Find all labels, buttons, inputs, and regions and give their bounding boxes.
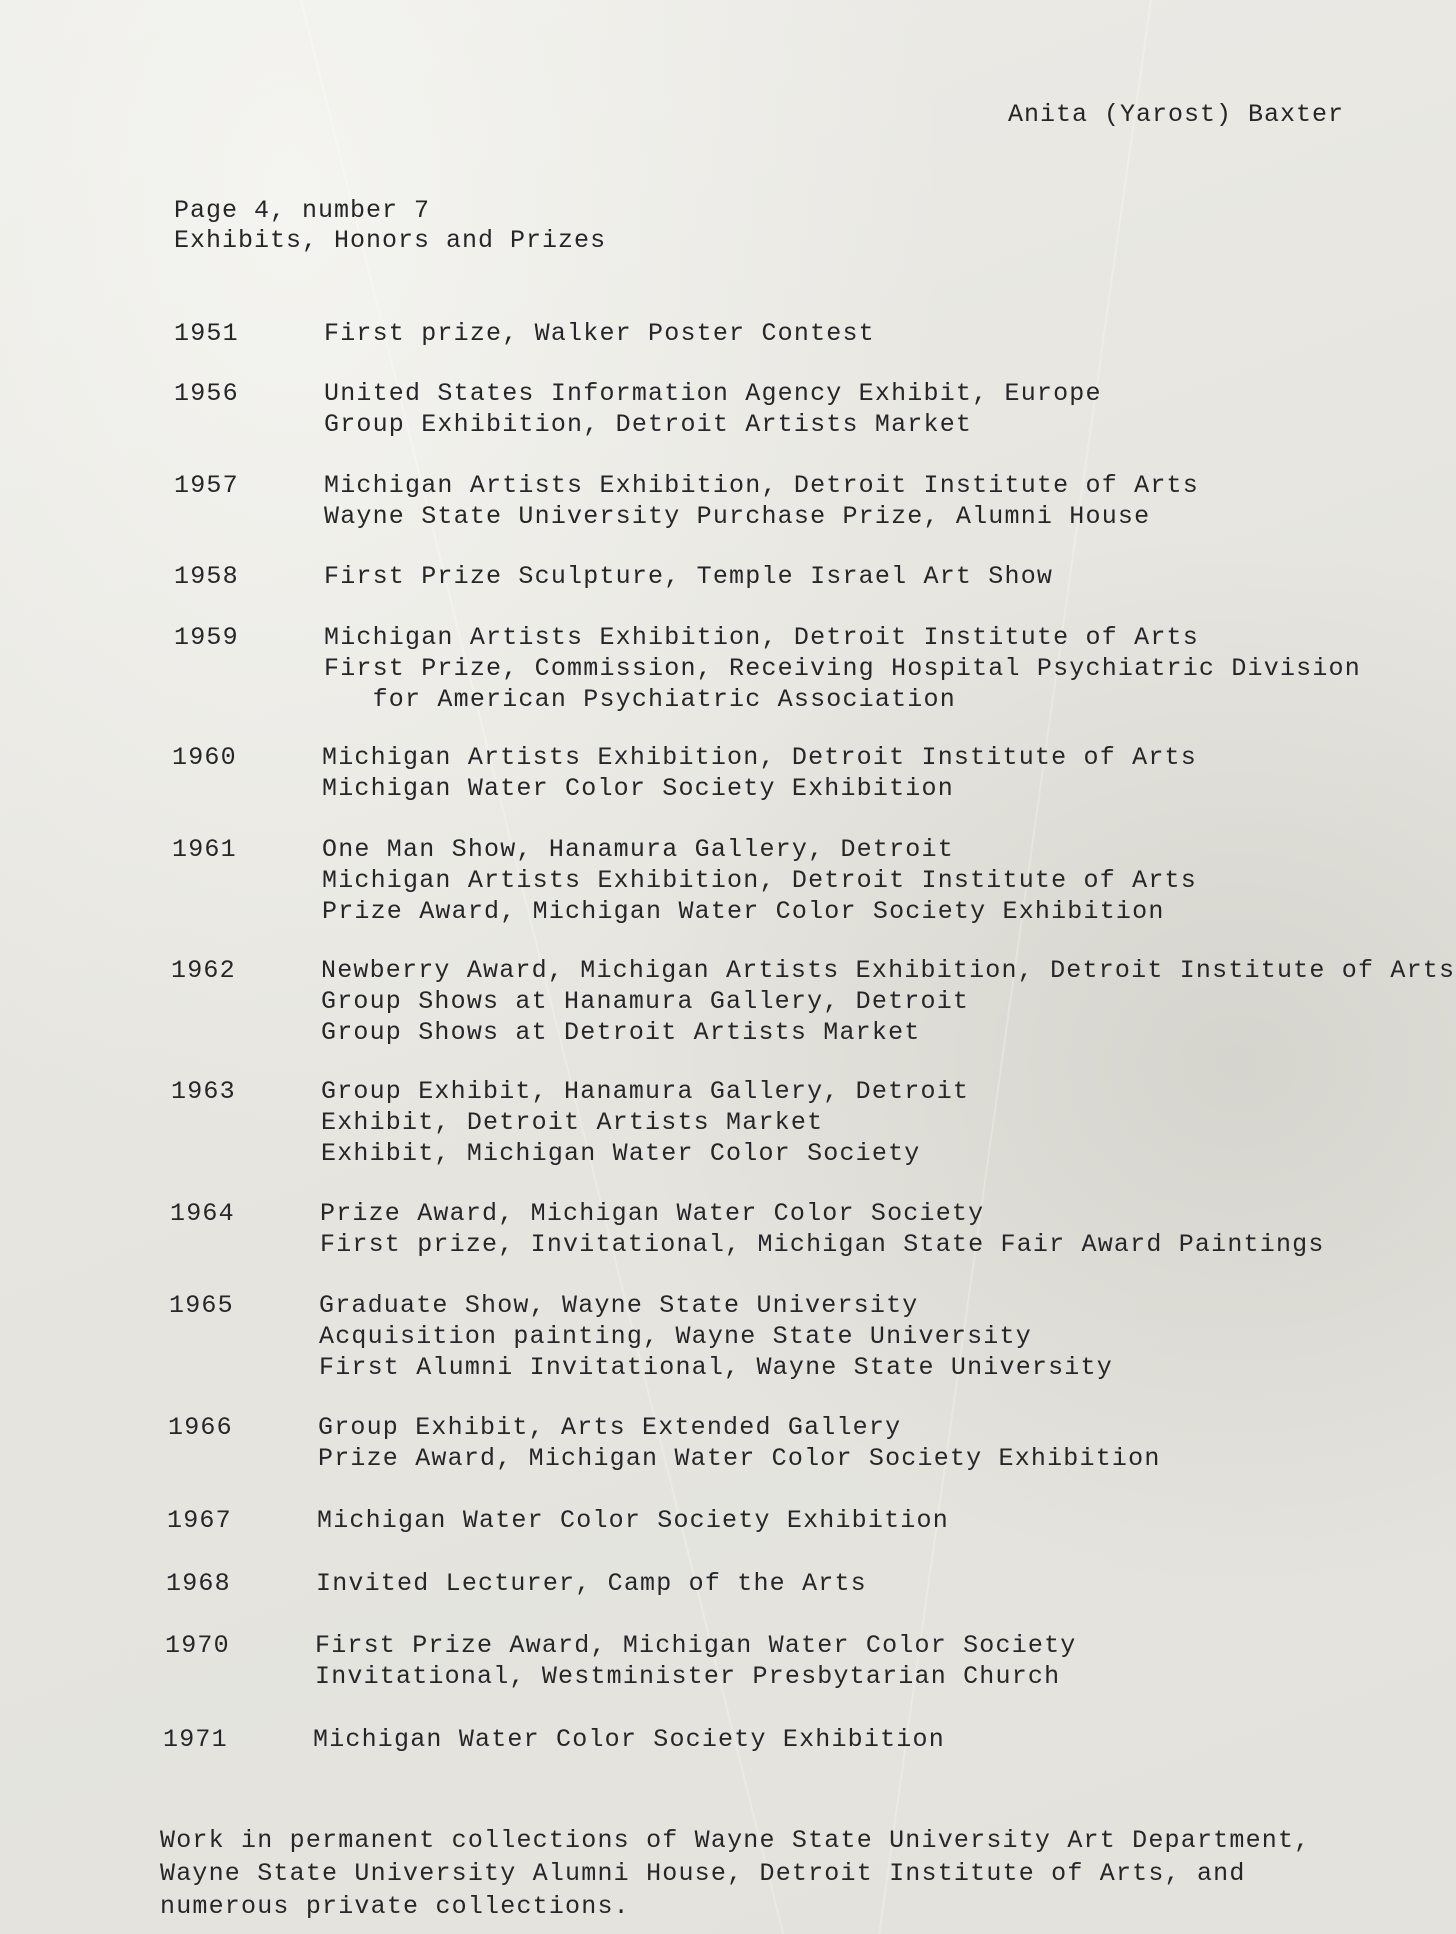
entry-line: One Man Show, Hanamura Gallery, Detroit: [322, 835, 954, 864]
entry-lines: [319, 1290, 1113, 1383]
entry-lines: [324, 378, 1102, 440]
entry-year: 1961: [172, 835, 237, 864]
entry-line: First Prize Sculpture, Temple Israel Art Show: [324, 562, 1054, 591]
entry-line: First Prize Award, Michigan Water Color Society: [315, 1631, 1077, 1660]
entry-line: Michigan Artists Exhibition, Detroit Institute of Arts: [322, 866, 1197, 895]
entry-lines: [315, 1630, 1077, 1692]
entry-lines: [322, 834, 1197, 927]
footer-line: numerous private collections.: [160, 1892, 630, 1921]
entry-year: 1956: [174, 379, 239, 408]
entry-line: Invitational, Westminister Presbytarian Church: [315, 1662, 1061, 1691]
entry-year: 1964: [170, 1199, 235, 1228]
entry-lines: [318, 1412, 1161, 1474]
entry-line: Group Exhibit, Arts Extended Gallery: [318, 1413, 902, 1442]
entry-line: Acquisition painting, Wayne State University: [319, 1322, 1032, 1351]
section-title: Exhibits, Honors and Prizes: [174, 226, 607, 255]
entry-lines: [324, 622, 1361, 715]
entry-line: United States Information Agency Exhibit, Europe: [324, 379, 1102, 408]
entry-lines: [317, 1505, 949, 1536]
entry-line: Michigan Water Color Society Exhibition: [322, 774, 954, 803]
entry-year: 1960: [172, 743, 237, 772]
entry-year: 1957: [174, 471, 239, 500]
footer-line: Wayne State University Alumni House, Detroit Institute of Arts, and: [160, 1859, 1246, 1888]
collections-note: [160, 1824, 1310, 1923]
section-heading: [174, 196, 606, 256]
entry-lines: [316, 1568, 867, 1599]
entry-line: for American Psychiatric Association: [324, 685, 956, 714]
author-name: Anita (Yarost) Baxter: [1008, 100, 1345, 129]
entry-lines: [321, 1076, 969, 1169]
entry-year: 1965: [169, 1291, 234, 1320]
entry-lines: [321, 955, 1455, 1048]
entry-year: 1966: [168, 1413, 233, 1442]
entry-line: Prize Award, Michigan Water Color Society Exhibition: [318, 1444, 1161, 1473]
entry-line: Newberry Award, Michigan Artists Exhibition, Detroit Institute of Arts: [321, 956, 1456, 985]
entry-line: Invited Lecturer, Camp of the Arts: [316, 1569, 867, 1598]
entry-line: First prize, Invitational, Michigan State Fair Award Paintings: [320, 1230, 1325, 1259]
entry-line: Group Shows at Hanamura Gallery, Detroit: [321, 987, 970, 1016]
entry-line: Michigan Artists Exhibition, Detroit Institute of Arts: [324, 623, 1199, 652]
entry-line: Exhibit, Detroit Artists Market: [321, 1108, 824, 1137]
entry-lines: [313, 1724, 945, 1755]
entry-year: 1958: [174, 562, 239, 591]
page-reference: Page 4, number 7: [174, 196, 431, 225]
entry-year: 1959: [174, 623, 239, 652]
entry-year: 1970: [165, 1631, 230, 1660]
entry-lines: [324, 318, 875, 349]
entry-year: 1951: [174, 319, 239, 348]
entry-lines: [324, 561, 1053, 592]
entry-line: First prize, Walker Poster Contest: [324, 319, 875, 348]
entry-year: 1967: [167, 1506, 232, 1535]
entry-line: Graduate Show, Wayne State University: [319, 1291, 919, 1320]
entry-lines: [324, 470, 1199, 532]
entry-line: Michigan Water Color Society Exhibition: [317, 1506, 949, 1535]
entry-line: Michigan Artists Exhibition, Detroit Institute of Arts: [324, 471, 1199, 500]
entry-lines: [320, 1198, 1325, 1260]
entry-line: Wayne State University Purchase Prize, Alumni House: [324, 502, 1151, 531]
entry-line: Michigan Water Color Society Exhibition: [313, 1725, 945, 1754]
entry-line: Prize Award, Michigan Water Color Society Exhibition: [322, 897, 1165, 926]
entry-year: 1962: [171, 956, 236, 985]
entry-line: Prize Award, Michigan Water Color Society: [320, 1199, 985, 1228]
entry-line: Exhibit, Michigan Water Color Society: [321, 1139, 921, 1168]
entry-lines: [322, 742, 1197, 804]
entry-line: Michigan Artists Exhibition, Detroit Institute of Arts: [322, 743, 1197, 772]
entry-line: Group Shows at Detroit Artists Market: [321, 1018, 921, 1047]
footer-line: Work in permanent collections of Wayne State University Art Department,: [160, 1826, 1311, 1855]
entry-line: Group Exhibition, Detroit Artists Market: [324, 410, 973, 439]
entry-year: 1968: [166, 1569, 231, 1598]
entry-year: 1971: [163, 1725, 228, 1754]
entry-year: 1963: [171, 1077, 236, 1106]
entry-line: First Alumni Invitational, Wayne State University: [319, 1353, 1113, 1382]
entry-line: Group Exhibit, Hanamura Gallery, Detroit: [321, 1077, 970, 1106]
entry-line: First Prize, Commission, Receiving Hospital Psychiatric Division: [324, 654, 1361, 683]
